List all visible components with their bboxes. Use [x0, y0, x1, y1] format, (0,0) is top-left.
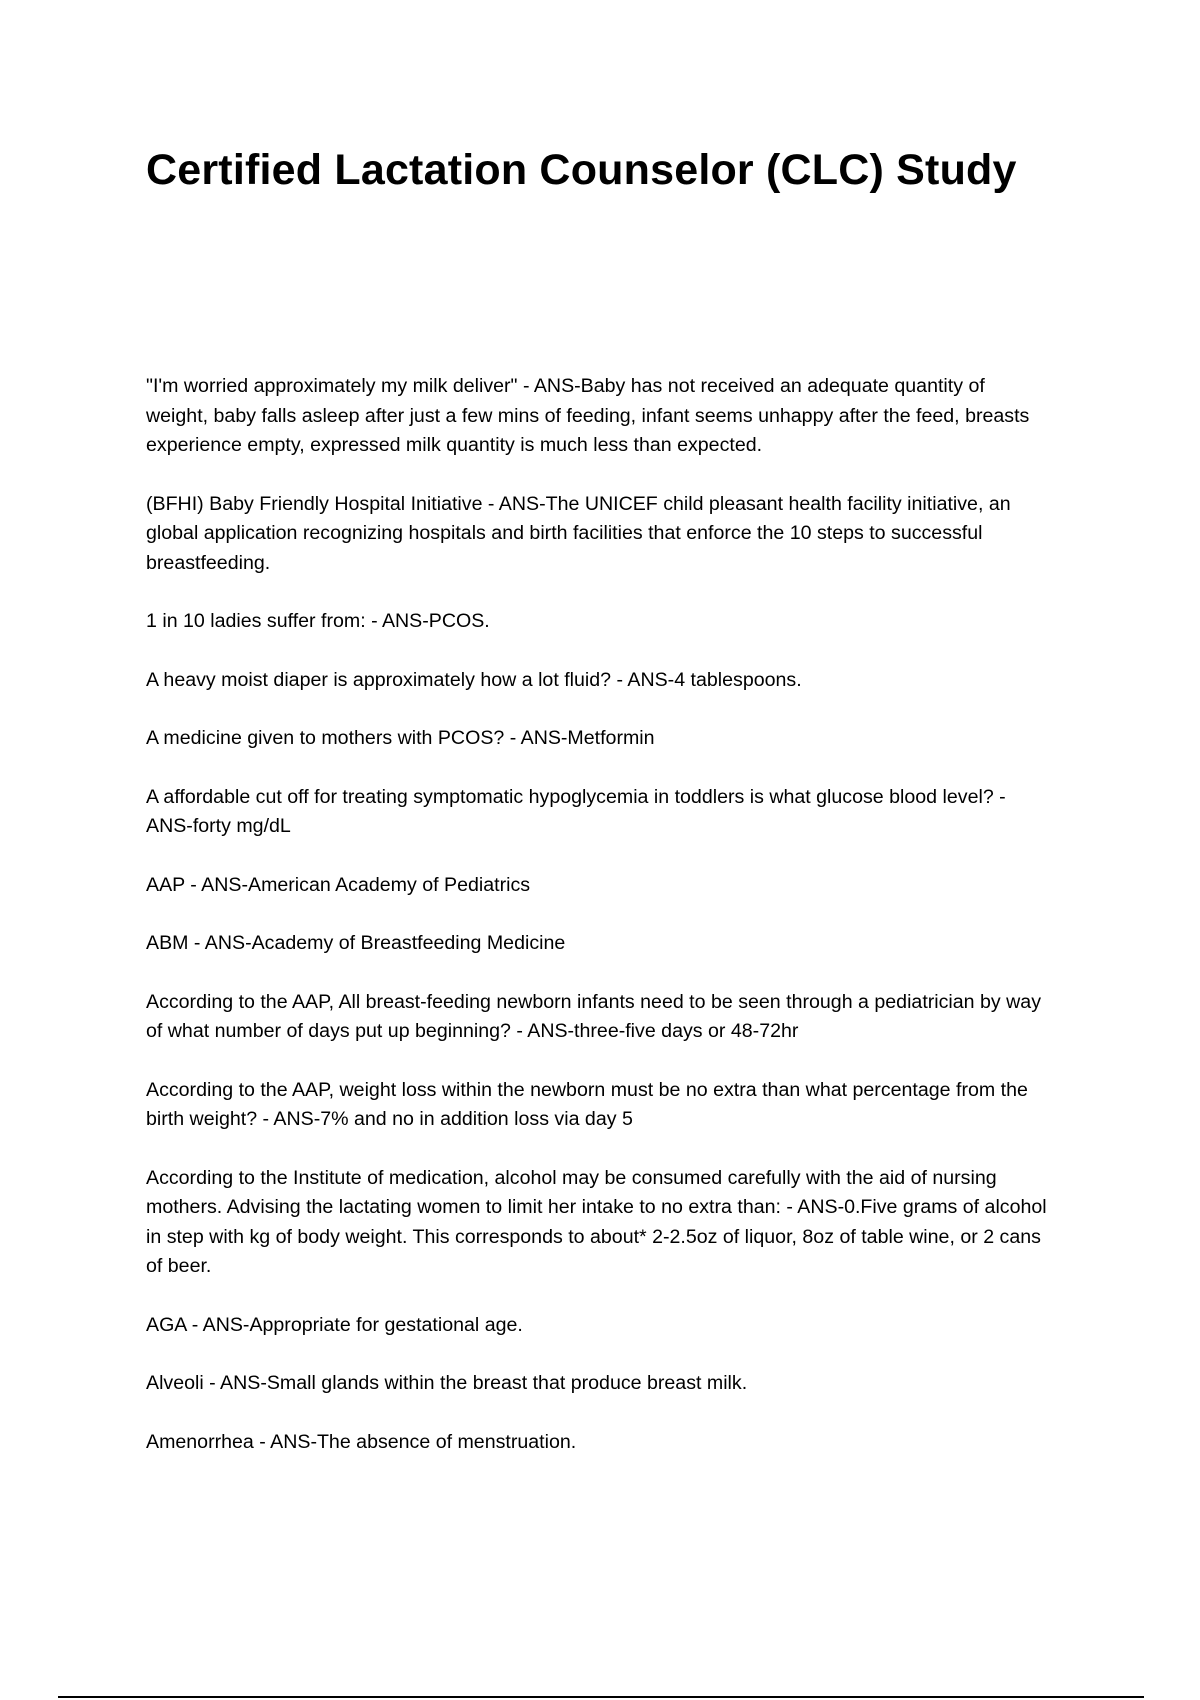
study-entry: According to the AAP, weight loss within the newborn must be no extra than what percentage from the birth weight? - ANS-7% and no in addition loss via day 5 [146, 1078, 1028, 1130]
study-entry: "I'm worried approximately my milk deliver" - ANS-Baby has not received an adequate quantity of weight, baby falls asleep after just a few mins of feeding, infant seems unhappy after the feed, breasts experience empty, expressed milk quantity is much less than expected. [146, 375, 1030, 456]
study-entry: ABM - ANS-Academy of Breastfeeding Medicine [146, 932, 566, 954]
study-entry: A heavy moist diaper is approximately how a lot fluid? - ANS-4 tablespoons. [146, 668, 802, 691]
study-entry: According to the AAP, All breast-feeding newborn infants need to be seen through a pediatrician by way of what number of days put up beginning? - ANS-three-five days or 48-72hr [146, 990, 1042, 1042]
study-entry: A medicine given to mothers with PCOS? - ANS-Metformin [146, 727, 655, 749]
footer-divider [58, 1696, 1144, 1698]
study-entries [146, 372, 1051, 1486]
study-entry: Amenorrhea - ANS-The absence of menstruation. [146, 1430, 577, 1453]
study-entry: AAP - ANS-American Academy of Pediatrics [146, 873, 531, 896]
document-title: Certified Lactation Counselor (CLC) Study [146, 146, 1017, 194]
study-entry: A affordable cut off for treating symptomatic hypoglycemia in toddlers is what glucose blood level? - ANS-forty mg/dL [146, 785, 1006, 837]
study-entry: (BFHI) Baby Friendly Hospital Initiative - ANS-The UNICEF child pleasant health facility initiative, an global application recognizing hospitals and birth facilities that enforce the 10 steps to successful breastfeeding. [146, 492, 1011, 574]
study-entry: Alveoli - ANS-Small glands within the breast that produce breast milk. [146, 1372, 748, 1394]
study-entry: AGA - ANS-Appropriate for gestational age. [146, 1313, 523, 1336]
study-entry: According to the Institute of medication, alcohol may be consumed carefully with the aid of nursing mothers. Advising the lactating women to limit her intake to no extra than: - ANS-0.Five grams of alcohol in step with kg of body weight. This corresponds to about* 2-2.5oz of liquor, 8oz of table wine, or 2 cans of beer. [146, 1166, 1047, 1277]
study-entry: 1 in 10 ladies suffer from: - ANS-PCOS. [146, 610, 490, 632]
